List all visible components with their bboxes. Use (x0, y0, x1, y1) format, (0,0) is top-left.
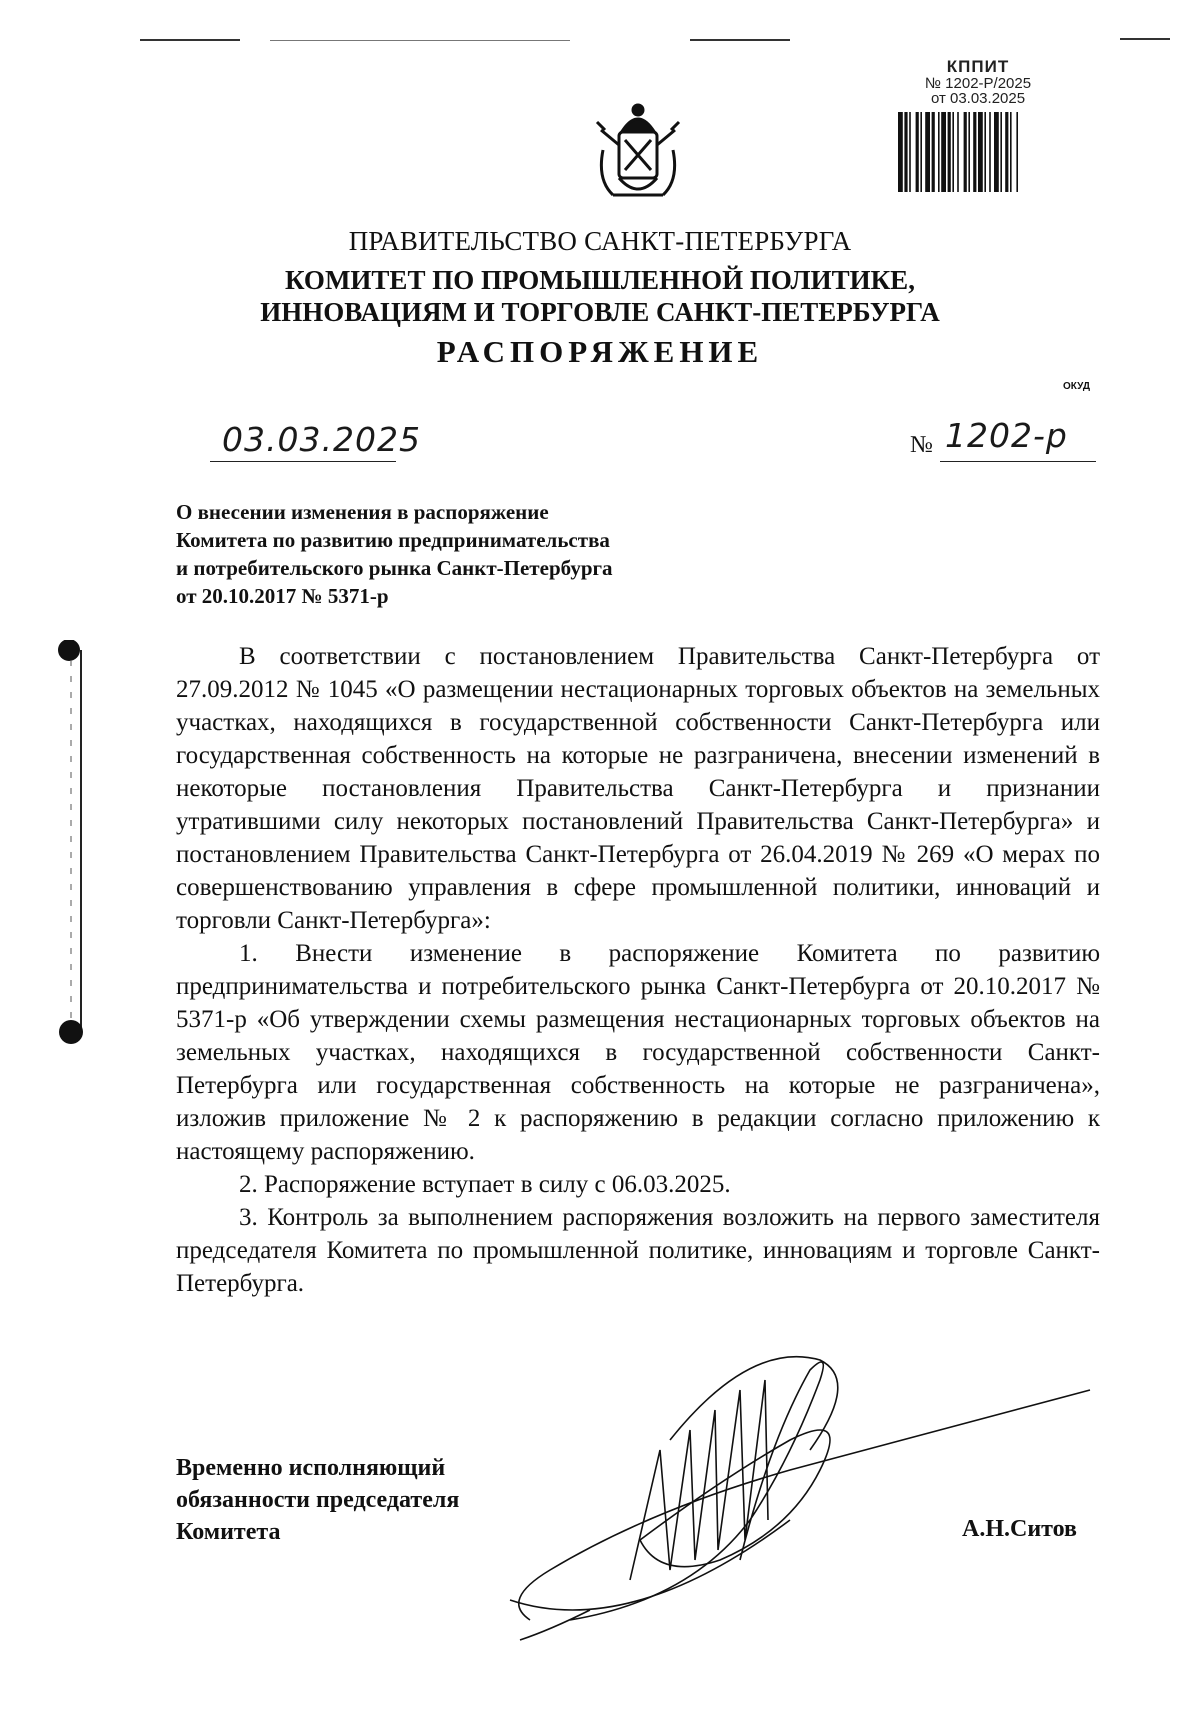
barcode-bar (1010, 112, 1012, 192)
subject-line: и потребительского рынка Санкт-Петербурга (176, 556, 613, 580)
body-item-2: 2. Распоряжение вступает в силу с 06.03.2025. (239, 1171, 731, 1198)
barcode-bar (1005, 112, 1008, 192)
scan-artifact (140, 39, 240, 41)
barcode-bar (1016, 112, 1018, 192)
okud-label: ОКУД (1063, 381, 1090, 392)
stamp-number: № 1202-Р/2025 (924, 75, 1032, 92)
barcode-bar (925, 112, 930, 192)
government-name: ПРАВИТЕЛЬСТВО САНКТ-ПЕТЕРБУРГА (348, 226, 852, 256)
document-type: РАСПОРЯЖЕНИЕ (436, 334, 764, 369)
number-underline (940, 461, 1096, 462)
barcode-bar (941, 112, 946, 192)
barcode-bar (952, 112, 954, 192)
document-subject (176, 498, 736, 610)
committee-name (0, 264, 1200, 328)
scan-artifact (1120, 38, 1170, 40)
barcode-bar (957, 112, 959, 192)
signer-title-line: Комитета (176, 1519, 281, 1545)
stamp-date: от 03.03.2025 (930, 90, 1026, 107)
barcode-bar (904, 112, 907, 192)
signer-title (176, 1452, 576, 1548)
barcode-bar (968, 112, 970, 192)
barcode-bar (978, 112, 983, 192)
barcode-bar (916, 112, 919, 192)
signer-title-line: обязанности председателя (176, 1487, 460, 1513)
scan-artifact (270, 40, 570, 41)
document-date: 03.03.2025 (222, 420, 421, 459)
subject-line: от 20.10.2017 № 5371-р (176, 584, 389, 608)
barcode-bar (932, 112, 935, 192)
handwritten-signature-icon (490, 1320, 1100, 1650)
st-petersburg-coat-of-arms-icon (583, 100, 693, 210)
signer-name: А.Н.Ситов (962, 1516, 1077, 1542)
binding-hole-marks (55, 640, 95, 1140)
barcode-bar (938, 112, 940, 192)
document-body (176, 640, 1100, 1300)
barcode-bar (989, 112, 991, 192)
number-label: № (910, 432, 933, 458)
stamp-org: КППИТ (946, 57, 1010, 76)
body-item-1: 1. Внести изменение в распоряжение Комитета по развитию предпринимательства и потребительского рынка Санкт-Петербурга от 20.10.2017 № 5371-р «Об утверждении схемы размещения нестационарных торговых объектов на земельных участках, находящихся в государственной собственности Санкт-Петербурга или государственная собственность на которые не разграничена», изложив приложение № 2 к распоряжению в редакции согласно приложению к настоящему распоряжению. (176, 940, 1100, 1165)
body-preamble: В соответствии с постановлением Правительства Санкт-Петербурга от 27.09.2012 № 1045 «О размещении нестационарных торговых объектов на земельных участках, находящихся в государственной собственности Санкт-Петербурга или государственная собственность на которые не разграничена, внесении изменений в некоторые постановления Правительства Санкт-Петербурга и признании утратившими силу некоторых постановлений Правительства Санкт-Петербурга» и постановлением Правительства Санкт-Петербурга от 26.04.2019 № 269 «О мерах по совершенствованию управления в сфере промышленной политики, инноваций и торговли Санкт-Петербурга»: (176, 643, 1100, 934)
subject-line: Комитета по развитию предпринимательства (176, 528, 610, 552)
barcode-bar (1000, 112, 1002, 192)
barcode-bar (984, 112, 986, 192)
barcode-bar (948, 112, 951, 192)
subject-line: О внесении изменения в распоряжение (176, 500, 549, 524)
barcode-bar (973, 112, 976, 192)
committee-line-1: КОМИТЕТ ПО ПРОМЫШЛЕННОЙ ПОЛИТИКЕ, (285, 265, 915, 295)
barcode-bar (909, 112, 911, 192)
barcode-bar (920, 112, 922, 192)
committee-line-2: ИННОВАЦИЯМ И ТОРГОВЛЕ САНКТ-ПЕТЕРБУРГА (260, 297, 940, 327)
barcode-bar (898, 112, 903, 192)
barcode-bar (964, 112, 967, 192)
registration-stamp (903, 58, 1053, 106)
document-number: 1202-р (945, 416, 1068, 455)
barcode-bar (994, 112, 999, 192)
signer-title-line: Временно исполняющий (176, 1455, 446, 1481)
date-underline (210, 461, 396, 462)
body-item-3: 3. Контроль за выполнением распоряжения возложить на первого заместителя председателя Комитета по промышленной политике, инновациям и торговле Санкт-Петербурга. (176, 1204, 1100, 1297)
barcode-icon (898, 112, 1060, 192)
scan-artifact (690, 39, 790, 41)
